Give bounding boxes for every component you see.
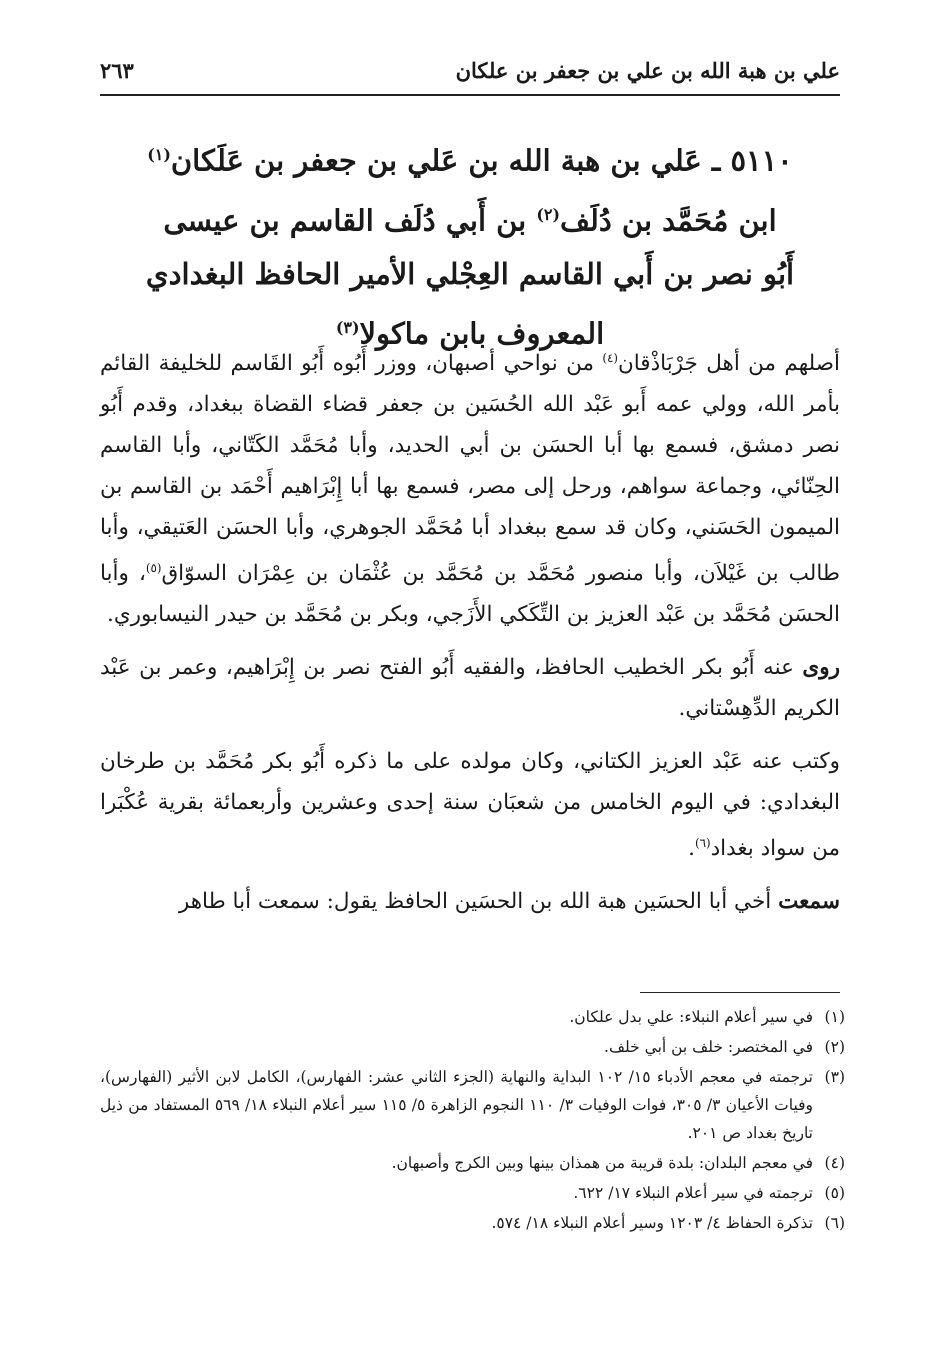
lead-word-rawa: روى bbox=[802, 655, 840, 681]
entry-title-line-2: ابن مُحَمَّد بن دُلَف$^{(٢)}$ بن أَبي دُلَف القاسم بن عيسى bbox=[163, 203, 777, 238]
footnote: (١) في سير أعلام النبلاء: علي بدل علكان. bbox=[569, 1008, 845, 1026]
paragraph-birth: وكتب عنه عَبْد العزيز الكتاني، وكان مولده على ما ذكره أَبُو بكر مُحَمَّد بن طرخان البغدادي: في اليوم الخامس من شعبَان سنة إحدى وعشرين وأربعمائة بقرية عُكْبَرا من سواد بغداد$^{(٦)}$. bbox=[100, 749, 840, 862]
entry-title-line-1: ٥١١٠ ـ عَلي بن هبة الله بن عَلي بن جعفر بن عَلَكان$^{(١)}$ bbox=[147, 143, 793, 178]
paragraph-narrators: روى عنه أَبُو بكر الخطيب الحافظ، والفقيه أَبُو الفتح نصر بن إِبْرَاهيم، وعمر بن عَبْد الكريم الدِّهِسْتاني. bbox=[100, 655, 840, 722]
footnote-ref-3: (٣) bbox=[335, 318, 360, 338]
entry-title bbox=[100, 128, 840, 361]
body-text bbox=[100, 338, 840, 934]
lead-word-samiat: سمعت bbox=[778, 889, 840, 915]
footnote: (٥) ترجمته في سير أعلام النبلاء ١٧/ ٦٢٢. bbox=[573, 1184, 845, 1202]
footnote-ref-1: (١) bbox=[147, 145, 171, 164]
footnote-ref-5: (٥) bbox=[145, 561, 162, 576]
footnote-ref-6: (٦) bbox=[695, 836, 711, 851]
footnote: (٤) في معجم البلدان: بلدة قريبة من همذان بينها وبين الكرج وأصبهان. bbox=[391, 1154, 845, 1172]
footnote-rule bbox=[640, 992, 840, 993]
paragraph-samiat: سمعت أخي أبا الحسَين هبة الله بن الحسَين الحافظ يقول: سمعت أبا طاهر bbox=[178, 889, 840, 915]
header-rule bbox=[100, 94, 840, 96]
footnote: (٦) تذكرة الحفاظ ٤/ ١٢٠٣ وسير أعلام النبلاء ١٨/ ٥٧٤. bbox=[491, 1214, 845, 1232]
footnotes bbox=[100, 1003, 845, 1239]
running-title: علي بن هبة الله بن علي بن جعفر بن علكان bbox=[455, 58, 840, 83]
page-number: ٢٦٣ bbox=[100, 58, 134, 83]
footnote-ref-2: (٢) bbox=[536, 204, 561, 224]
paragraph-origin: أصلهم من أهل جَرْبَاذْقان$^{(٤)}$ من نواحي أصبهان، ووزر أَبُوه أَبُو القَاسم للخليفة القائم بأمر الله، وولي عمه أَبو عَبْد الله الحُسَين بن جعفر قضاء القضاة ببغداد، وقدم أَبُو نصر دمشق، فسمع بها أبا الحسَن بن أبي الحديد، وأبا مُحَمَّد الكَتّاني، وأبا القاسم الحِنّائي، وجماعة سواهم، ورحل إلى مصر، فسمع بها أبا إِبْرَاهيم أَحْمَد بن القاسم بن الميمون الحَسَني، وكان قد سمع ببغداد أبا مُحَمَّد الجوهري، وأبا الحسَن العَتيقي، وأبا طالب بن غَيْلاَن، وأبا منصور مُحَمَّد بن مُحَمَّد بن عُثْمَان بن عِمْرَان السوّاق$^{(٥)}$، وأبا الحسَن مُحَمَّد بن عَبْد العزيز بن التِّكَكي الأَزَجي، وبكر بن مُحَمَّد بن حيدر النيسابوري. bbox=[100, 351, 840, 628]
footnote-ref-4: (٤) bbox=[602, 351, 618, 365]
footnote: (٢) في المختصر: خلف بن أبي خلف. bbox=[604, 1038, 845, 1056]
entry-title-line-3: أَبُو نصر بن أَبي القاسم العِجْلي الأمير الحافظ البغدادي bbox=[145, 257, 795, 292]
entry-title-line-4: المعروف بابن ماكولا$^{(٣)}$ bbox=[335, 316, 605, 351]
page-header bbox=[100, 58, 840, 88]
footnote: (٣) ترجمته في معجم الأدباء ١٥/ ١٠٢ البداية والنهاية (الجزء الثاني عشر: الفهارس)، الكامل لابن الأثير (الفهارس)، وفيات الأعيان ٣/ ٣٠٥، فوات الوفيات ٣/ ١١٠ النجوم الزاهرة ٥/ ١١٥ سير أعلام النبلاء ١٨/ ٥٦٩ المستفاد من ذيل تاريخ بغداد ص ٢٠١. bbox=[100, 1068, 845, 1142]
